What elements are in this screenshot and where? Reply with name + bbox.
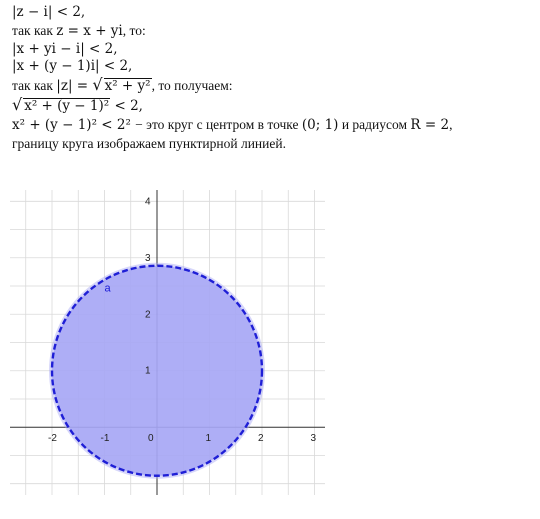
line-2-word: так как [12,22,57,38]
inequality-1: |z − i| < 2, [12,4,86,20]
line-7-radius: R = 2 [410,116,450,133]
line-3 [12,41,538,59]
line-5-tail: , то получаем: [151,78,233,94]
circle-region [52,266,262,476]
line-2-tail: , то: [122,22,146,38]
line-8 [12,135,538,154]
solution-text [12,4,538,153]
line-6 [12,96,538,116]
y-tick-label: 1 [145,365,151,377]
line-5-radicand: x² + y² [104,78,151,95]
line-5-math: |z| = [56,78,93,95]
line-7 [12,116,538,135]
y-tick-label: 4 [145,196,151,208]
inequality-3: |x + yi − i| < 2, [12,40,118,57]
line-1 [12,4,538,22]
line-6-tail: < 2, [110,97,143,114]
line-7-word2: и радиусом [338,116,411,132]
x-tick-label: -2 [48,433,57,445]
x-tick-label: 2 [258,433,264,445]
line-8-text: границу круга изображаем пунктирной линией. [12,135,286,151]
sqrt-icon: √ [92,75,103,95]
line-5 [12,76,538,96]
line-7-word: − это круг с центром в точке [135,116,302,132]
annotation-label: a [104,282,111,295]
line-4 [12,58,538,76]
x-tick-label: -1 [100,433,110,445]
line-5-word: так как [12,78,57,94]
x-tick-label: 3 [310,433,317,445]
line-2 [12,22,538,41]
x-tick-label: 1 [205,433,212,445]
x-tick-label: 0 [148,433,154,445]
line-7-math: x² + (y − 1)² < 2² [12,116,136,133]
line-2-math: z = x + yi [56,22,123,39]
y-tick-label: 3 [145,252,151,264]
line-7-end: , [449,116,453,132]
coordinate-plane [10,190,325,495]
y-tick-label: 2 [145,309,151,321]
line-7-center: (0; 1) [301,116,339,133]
inequality-4: |x + (y − 1)i| < 2, [12,58,133,75]
graph-figure [10,190,325,499]
sqrt-icon: √ [12,94,23,114]
line-6-radicand: x² + (y − 1)² [24,97,110,114]
